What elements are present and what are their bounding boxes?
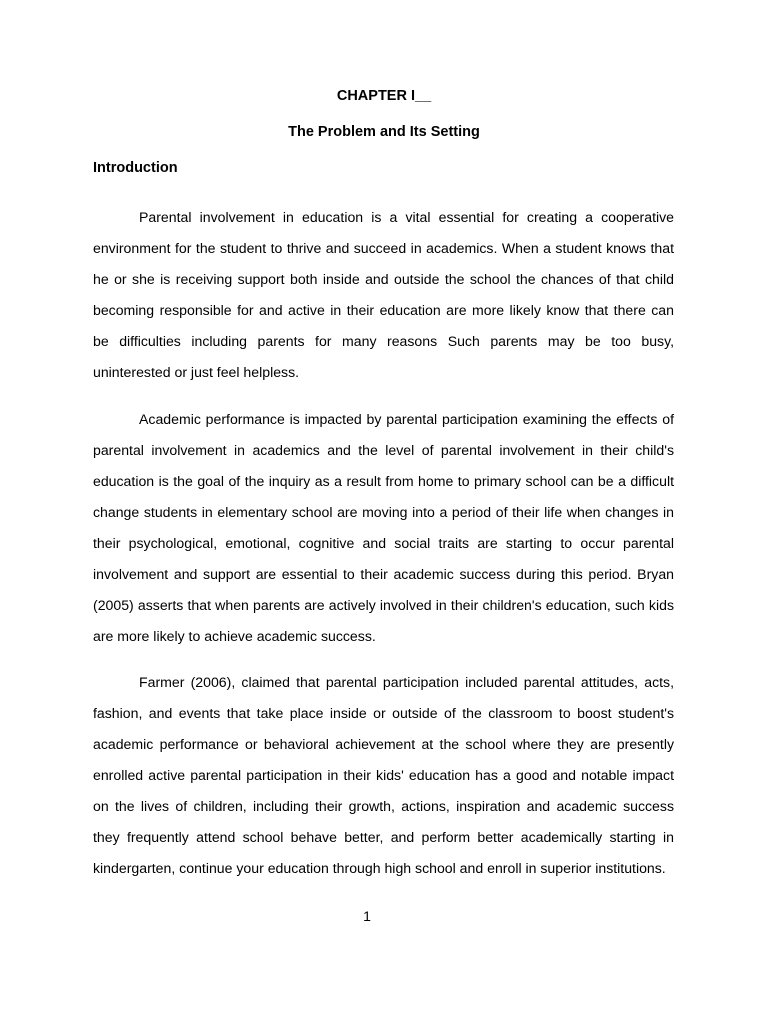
paragraph-line: Farmer (2006), claimed that parental participation included parental attitudes, acts,	[139, 674, 674, 690]
paragraph-line: uninterested or just feel helpless.	[93, 364, 300, 380]
paragraph-line: are more likely to achieve academic success.	[93, 628, 376, 644]
paragraph-line: Academic performance is impacted by parental participation examining the effects of	[139, 411, 674, 427]
paragraph-line: their psychological, emotional, cognitive and social traits are starting to occur parental	[93, 535, 674, 551]
paragraph-line: Parental involvement in education is a vital essential for creating a cooperative	[139, 209, 674, 225]
paragraph-line: becoming responsible for and active in their education are more likely know that there can	[93, 302, 674, 318]
page-number: 1	[363, 908, 371, 924]
section-heading: Introduction	[93, 160, 178, 176]
paragraph-line: involvement and support are essential to their academic success during this period. Bryan	[93, 566, 674, 582]
paragraph-line: on the lives of children, including their growth, actions, inspiration and academic success	[93, 798, 674, 814]
paragraph-line: he or she is receiving support both inside and outside the school the chances of that child	[93, 271, 674, 287]
paragraph-line: academic performance or behavioral achievement at the school where they are presently	[93, 736, 674, 752]
paragraph	[93, 404, 674, 652]
paragraph-line: enrolled active parental participation in their kids' education has a good and notable impact	[93, 767, 674, 783]
paragraph-line: education is the goal of the inquiry as a result from home to primary school can be a difficult	[93, 473, 674, 489]
paragraph	[93, 667, 674, 884]
paragraph-line: environment for the student to thrive and succeed in academics. When a student knows that	[93, 240, 674, 256]
paragraph-line: fashion, and events that take place inside or outside of the classroom to boost student's	[93, 705, 674, 721]
chapter-title: CHAPTER I__	[336, 88, 432, 104]
paragraph-line: kindergarten, continue your education through high school and enroll in superior institutions.	[93, 860, 666, 876]
paragraph-line: parental involvement in academics and the level of parental involvement in their child's	[93, 442, 674, 458]
paragraph-line: be difficulties including parents for many reasons Such parents may be too busy,	[93, 333, 674, 349]
paragraph-line: (2005) asserts that when parents are actively involved in their children's education, such kids	[93, 597, 674, 613]
chapter-subtitle: The Problem and Its Setting	[288, 124, 480, 140]
paragraph	[93, 202, 674, 388]
paragraph-line: change students in elementary school are moving into a period of their life when changes in	[93, 504, 674, 520]
paragraph-line: they frequently attend school behave better, and perform better academically starting in	[93, 829, 674, 845]
